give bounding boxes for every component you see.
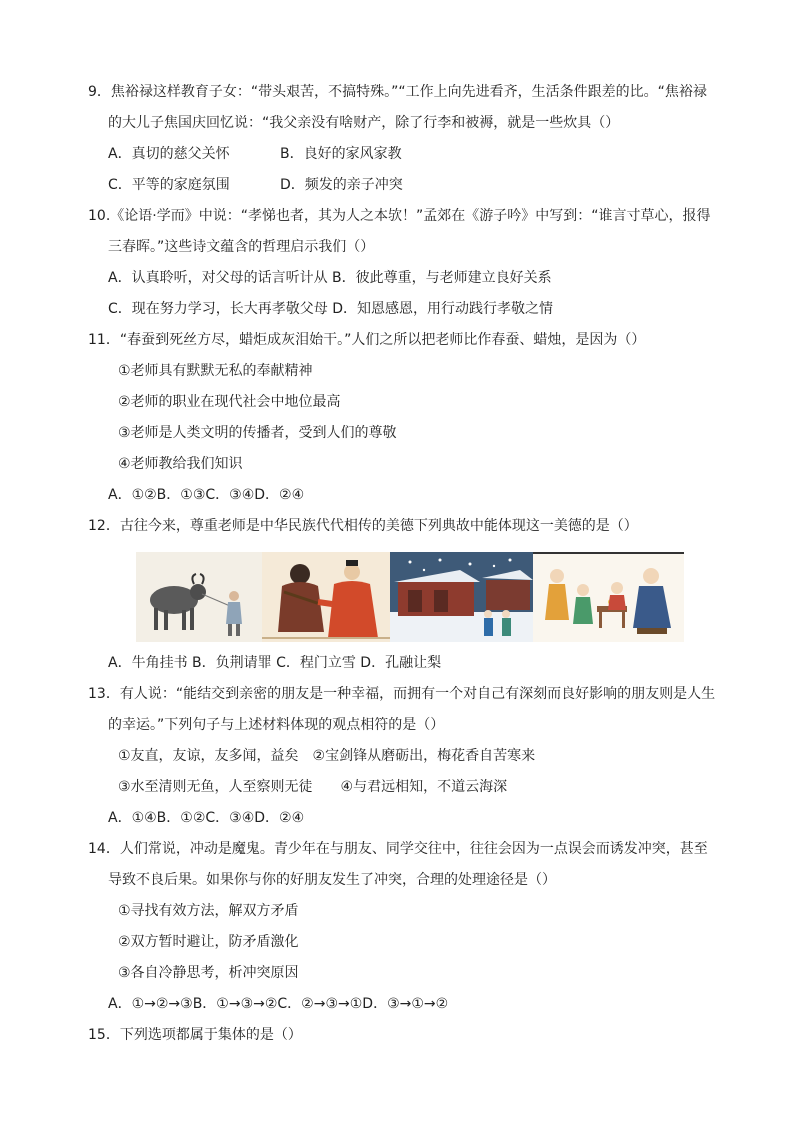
q12-options: A．牛角挂书 B．负荆请罪 C．程门立雪 D．孔融让梨 [108,655,442,671]
q13-statements-34: ③水至清则无鱼，人至察则无徒 ④与君远相知，不道云海深 [118,779,508,795]
q9-option-c: C．平等的家庭氛围 [108,177,230,193]
q11-statement-4: ④老师教给我们知识 [118,456,243,472]
q11-statement-3: ③老师是人类文明的传播者，受到人们的尊敬 [118,425,397,441]
q9-option-b: B．良好的家风家教 [280,146,402,162]
q10-stem-line2: 三春晖。”这些诗文蕴含的哲理启示我们（） [108,239,375,255]
q9-option-a: A．真切的慈父关怀 [108,146,230,162]
q11-statement-1: ①老师具有默默无私的奉献精神 [118,363,313,379]
q10-stem-line1: 10.《论语·学而》中说：“孝悌也者，其为人之本欤！”孟郊在《游子吟》中写到：“谁言寸草心，报得 [88,208,711,224]
q13-options: A．①④B．①②C．③④D．②④ [108,810,305,826]
q9-option-d: D．频发的亲子冲突 [280,177,403,193]
thorns-apology-panel [262,552,390,642]
snow-gate-panel [390,552,533,642]
q12-illustrations [136,552,684,642]
q13-stem-line1: 13．有人说：“能结交到亲密的朋友是一种幸福，而拥有一个对自己有深刻而良好影响的朋友则是人生 [88,686,716,702]
q11-options: A．①②B．①③C．③④D．②④ [108,487,305,503]
q10-options-cd: C．现在努力学习，长大再孝敬父母 D．知恩感恩，用行动践行孝敬之情 [108,301,554,317]
q13-stem-line2: 的幸运。”下列句子与上述材料体现的观点相符的是（） [108,717,445,733]
q10-options-ab: A．认真聆听，对父母的话言听计从 B．彼此尊重，与老师建立良好关系 [108,270,552,286]
q14-statement-1: ①寻找有效方法，解双方矛盾 [118,903,299,919]
q15-stem: 15．下列选项都属于集体的是（） [88,1027,302,1043]
q14-stem-line1: 14．人们常说，冲动是魔鬼。青少年在与朋友、同学交往中，往往会因为一点误会而诱发冲突，甚至 [88,841,708,857]
q14-statement-3: ③各自冷静思考，析冲突原因 [118,965,299,981]
q11-stem: 11．“春蚕到死丝方尽，蜡炬成灰泪始干。”人们之所以把老师比作春蚕、蜡烛，是因为（） [88,332,646,348]
q14-statement-2: ②双方暂时避让，防矛盾激化 [118,934,299,950]
q11-statement-2: ②老师的职业在现代社会中地位最高 [118,394,341,410]
q14-options: A．①→②→③B．①→③→②C．②→③→①D．③→①→② [108,996,449,1012]
q14-stem-line2: 导致不良后果。如果你与你的好朋友发生了冲突，合理的处理途径是（） [108,872,556,888]
q9-stem-line2: 的大儿子焦国庆回忆说：“我父亲没有啥财产，除了行李和被褥，就是一些炊具（） [108,115,620,131]
q13-statements-12: ①友直，友谅，友多闻，益矣 ②宝剑锋从磨砺出，梅花香自苦寒来 [118,748,536,764]
pear-yielding-panel [533,552,684,642]
q9-stem-line1: 9．焦裕禄这样教育子女：“带头艰苦，不搞特殊。”“工作上向先进看齐，生活条件跟差的比。“焦裕禄 [88,84,707,100]
q12-stem: 12．古往今来，尊重老师是中华民族代代相传的美德下列典故中能体现这一美德的是（） [88,518,638,534]
ox-horn-book-panel [136,552,262,642]
